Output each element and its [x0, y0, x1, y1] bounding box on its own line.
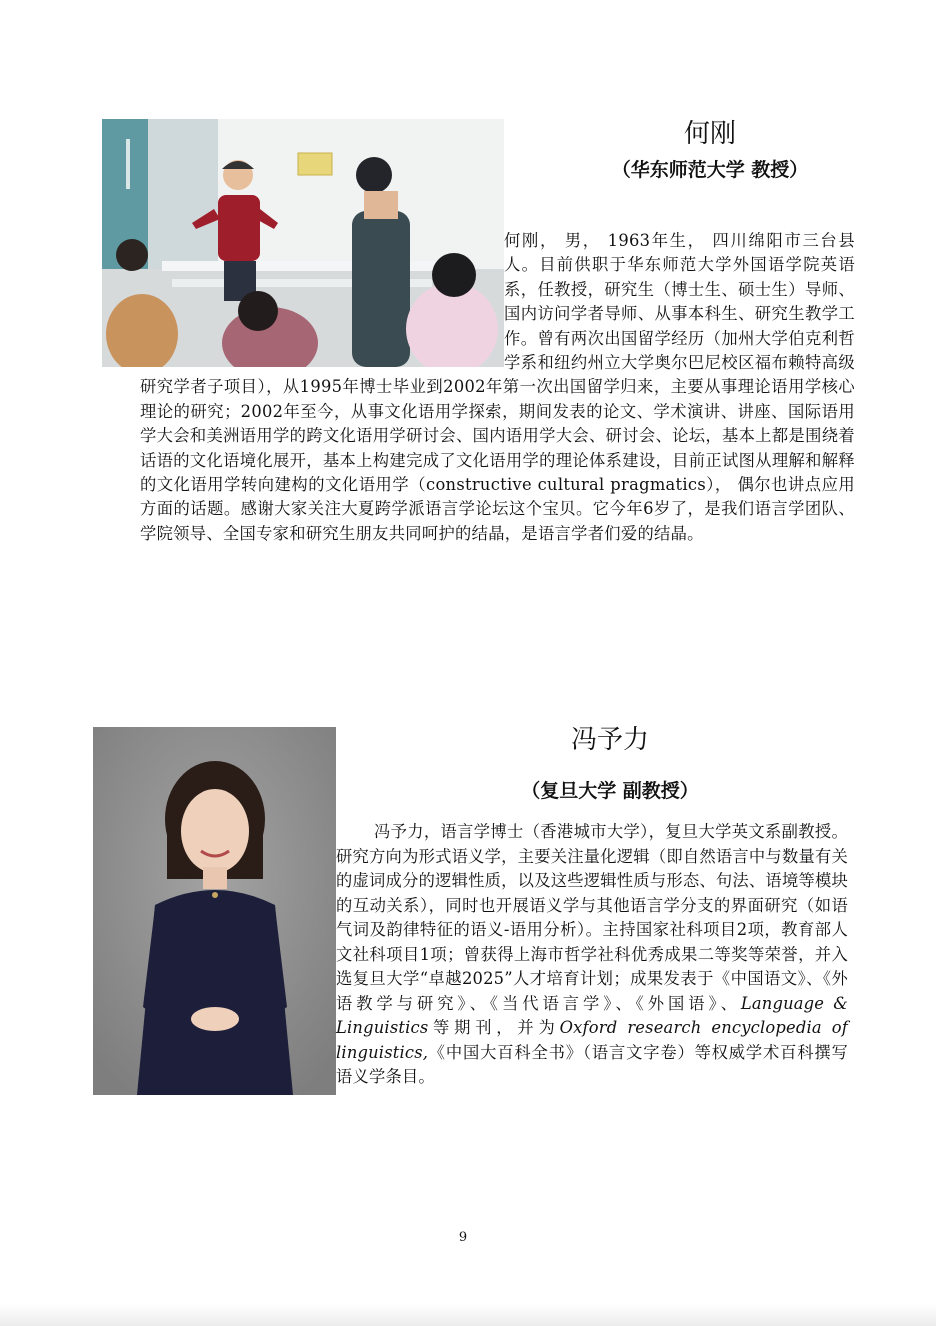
bio-paragraph: [140, 229, 855, 546]
page-number: 9: [458, 1230, 468, 1245]
bio-text: 何刚， 男， 1963年生， 四川绵阳市三台县人。目前供职于华东师范大学外国语学院英语系，任教授，研究生（博士生、硕士生）导师、国内访问学者导师、从事本科生、研究生教学工作。曾有两次出国留学经历（加州大学伯克利哲学系和纽约州立大学奥尔巴尼校区福布赖特高级研究学者子项目），从1995年博士毕业到2002年第一次出国留学归来，主要从事理论语用学核心理论的研究；2002年至今，从事文化语用学探索，期间发表的论文、学术演讲、讲座、国际语用学大会和美洲语用学的跨文化语用学研讨会、国内语用学大会、研讨会、论坛，基本上都是围绕着话语的文化语境化展开，基本上构建完成了文化语用学的理论体系建设，目前正试图从理解和解释的文化语用学转向建构的文化语用学（constructive cultural pragmatics）， 偶尔也讲点应用方面的话题。感谢大家关注大夏跨学派语言学论坛这个宝贝。它今年6岁了，是我们语言学团队、学院领导、全国专家和研究生朋友共同呵护的结晶，是语言学者们爱的结晶。: [140, 231, 855, 543]
photo-wrap-spacer: [140, 229, 504, 375]
photo-portrait: [93, 727, 336, 1095]
page-edge-shade: [0, 1304, 936, 1326]
portrait-photo-illustration: [93, 727, 336, 1095]
person-affiliation: （复旦大学 副教授）: [521, 780, 699, 802]
person-name: 何刚: [683, 119, 736, 149]
bio-paragraph: [336, 820, 848, 1090]
bio-text: 冯予力，语言学博士（香港城市大学），复旦大学英文系副教授。研究方向为形式语义学，主要关注量化逻辑（即自然语言中与数量有关的虚词成分的逻辑性质，以及这些逻辑性质与形态、句法、语境等模块的互动关系），同时也开展语义学与其他语言学分支的界面研究（如语气词及韵律特征的语义-语用分析）。主持国家社科项目2项，教育部人文社科项目1项；曾获得上海市哲学社科优秀成果二等奖等荣誉，并入选复旦大学“卓越2025”人才培育计划；成果发表于《中国语文》、《外语教学与研究》、《当代语言学》、《外国语》、: [336, 822, 848, 1013]
bio-text: 《中国大百科全书》（语言文字卷）等权威学术百科撰写语义学条目。: [336, 1042, 848, 1086]
person-affiliation: （华东师范大学 教授）: [611, 159, 809, 181]
bio-journal-title: Language & Linguistics: [336, 993, 848, 1037]
bio-encyclopedia-title: Oxford research encyclopedia of linguistics,: [336, 1018, 848, 1062]
person-name: 冯予力: [570, 725, 649, 755]
bio-text: 等期刊，并为: [428, 1018, 560, 1037]
